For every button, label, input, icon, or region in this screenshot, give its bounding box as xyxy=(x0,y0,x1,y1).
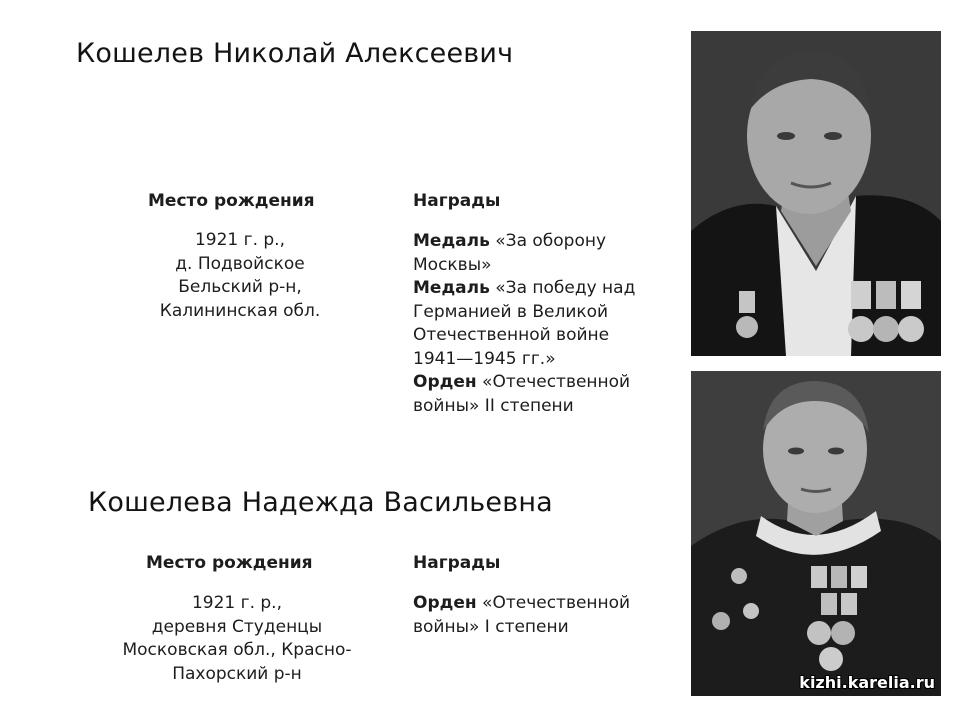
birth-line: Бельский р-н, xyxy=(178,277,302,297)
portrait-man-illustration xyxy=(691,31,941,356)
portrait-photo-man xyxy=(691,31,941,356)
birth-line: 1921 г. р., xyxy=(194,230,285,250)
person-1-birth-details xyxy=(90,229,390,323)
person-1-awards-heading: Награды xyxy=(413,191,501,211)
person-2-name: Кошелева Надежда Васильевна xyxy=(88,487,553,518)
person-2-awards-heading: Награды xyxy=(413,553,501,573)
birth-line: д. Подвойское xyxy=(175,253,305,274)
award-line: Москвы» xyxy=(413,254,492,275)
person-1-name: Кошелев Николай Алексеевич xyxy=(76,38,514,69)
birth-line: деревня Студенцы xyxy=(151,616,323,637)
person-2-birth-details xyxy=(87,592,387,686)
portrait-photo-woman xyxy=(691,371,941,696)
person-2-birth-heading: Место рождения xyxy=(146,553,313,573)
person-1-awards-list xyxy=(413,230,683,418)
award-line: Медаль «За победу над xyxy=(413,278,636,298)
birth-line: Московская обл., Красно- xyxy=(122,640,352,660)
birth-line: Пахорский р-н xyxy=(172,663,302,684)
birth-line: Калининская обл. xyxy=(159,300,321,321)
award-line: Орден «Отечественной xyxy=(413,372,631,392)
person-1-birth-heading: Место рождения xyxy=(148,191,315,211)
award-line: Германией в Великой xyxy=(413,301,609,322)
person-2-awards-list xyxy=(413,592,683,639)
site-watermark: kizhi.karelia.ru xyxy=(799,673,935,692)
award-line: Орден «Отечественной xyxy=(413,593,631,613)
award-line: войны» II степени xyxy=(413,395,574,416)
birth-line: 1921 г. р., xyxy=(191,593,282,613)
award-line: Отечественной войне xyxy=(413,325,610,345)
award-line: войны» I степени xyxy=(413,616,569,637)
award-line: 1941—1945 гг.» xyxy=(413,348,556,369)
award-line: Медаль «За оборону xyxy=(413,231,607,251)
portrait-woman-illustration xyxy=(691,371,941,696)
